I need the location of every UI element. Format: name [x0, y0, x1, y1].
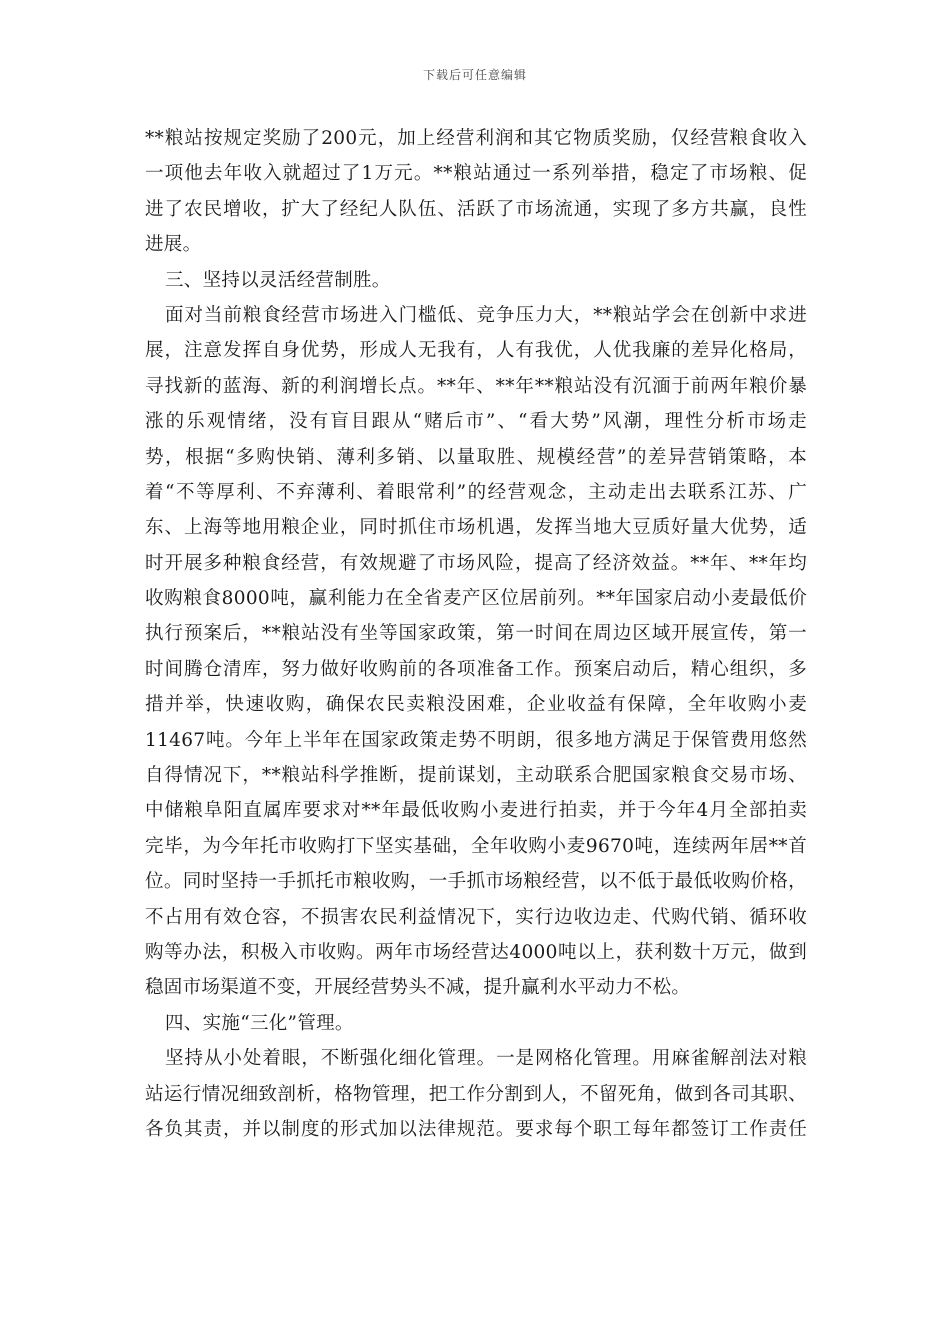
text-line: 三、坚持以灵活经营制胜。: [165, 269, 391, 291]
text-line: 完毕，为今年托市收购打下坚实基础，全年收购小麦9670吨，连续两年居**首: [145, 835, 807, 857]
text-line: 措并举，快速收购，确保农民卖粮没困难，企业收益有保障，全年收购小麦: [145, 694, 807, 716]
text-line: 展，注意发挥自身优势，形成人无我有，人有我优，人优我廉的差异化格局，: [145, 340, 807, 362]
text-line: 一项他去年收入就超过了1万元。**粮站通过一系列举措，稳定了市场粮、促: [145, 163, 807, 185]
text-line: 坚持从小处着眼，不断强化细化管理。一是网格化管理。用麻雀解剖法对粮: [165, 1048, 807, 1070]
text-line: 势，根据“多购快销、薄利多销、以量取胜、规模经营”的差异营销策略，本: [145, 446, 807, 468]
text-line: 四、实施“三化”管理。: [165, 1012, 354, 1034]
text-line: 位。同时坚持一手抓托市粮收购，一手抓市场粮经营，以不低于最低收购价格，: [145, 871, 807, 893]
text-line: 涨的乐观情绪，没有盲目跟从“赌后市”、“看大势”风潮，理性分析市场走: [145, 411, 807, 433]
text-line: 稳固市场渠道不变，开展经营势头不减，提升赢利水平动力不松。: [145, 977, 691, 999]
text-line: 进展。: [145, 234, 202, 256]
text-line: 购等办法，积极入市收购。两年市场经营达4000吨以上，获利数十万元，做到: [145, 941, 807, 963]
text-line: 着“不等厚利、不弃薄利、着眼常利”的经营观念，主动走出去联系江苏、广: [145, 481, 807, 503]
text-line: 站运行情况细致剖析，格物管理，把工作分割到人，不留死角，做到各司其职、: [145, 1083, 807, 1105]
document-body: [145, 121, 807, 1147]
text-line: 东、上海等地用粮企业，同时抓住市场机遇，发挥当地大豆质好量大优势，适: [145, 517, 807, 539]
page-header: 下载后可任意编辑: [422, 68, 527, 82]
text-line: 时间腾仓清库，努力做好收购前的各项准备工作。预案启动后，精心组织，多: [145, 658, 807, 680]
text-line: 进了农民增收，扩大了经纪人队伍、活跃了市场流通，实现了多方共赢，良性: [145, 198, 807, 220]
text-line: 寻找新的蓝海、新的利润增长点。**年、**年**粮站没有沉湎于前两年粮价暴: [145, 375, 807, 397]
text-line: 面对当前粮食经营市场进入门槛低、竞争压力大，**粮站学会在创新中求进: [165, 304, 807, 326]
text-line: 11467吨。今年上半年在国家政策走势不明朗，很多地方满足于保管费用悠然: [145, 729, 807, 751]
text-line: 自得情况下，**粮站科学推断，提前谋划，主动联系合肥国家粮食交易市场、: [145, 765, 807, 787]
text-line: 收购粮食8000吨，赢利能力在全省麦产区位居前列。**年国家启动小麦最低价: [145, 588, 807, 610]
text-line: 执行预案后，**粮站没有坐等国家政策，第一时间在周边区域开展宣传，第一: [145, 623, 807, 645]
text-line: 中储粮阜阳直属库要求对**年最低收购小麦进行拍卖，并于今年4月全部拍卖: [145, 800, 807, 822]
text-line: 各负其责，并以制度的形式加以法律规范。要求每个职工每年都签订工作责任: [145, 1118, 807, 1140]
text-line: **粮站按规定奖励了200元，加上经营利润和其它物质奖励，仅经营粮食收入: [145, 128, 807, 149]
text-line: 时开展多种粮食经营，有效规避了市场风险，提高了经济效益。**年、**年均: [145, 552, 807, 574]
text-line: 不占用有效仓容，不损害农民利益情况下，实行边收边走、代购代销、循环收: [145, 906, 807, 928]
